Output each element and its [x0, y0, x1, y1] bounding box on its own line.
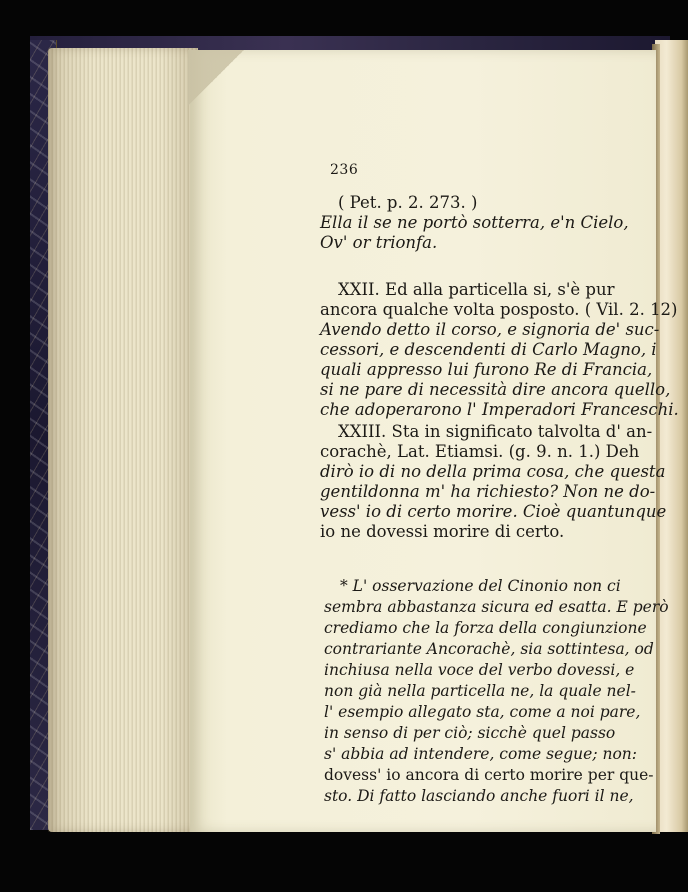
quote-line: Ov' or trionfa. [320, 233, 438, 252]
note-line: crediamo che la forza della congiunzione [324, 619, 647, 637]
note-line: s' abbia ad intendere, come segue; non: [324, 745, 637, 763]
section-xxii-line: XXII. Ed alla particella si, s'è pur [338, 280, 615, 299]
section-xxii-line: si ne pare di necessità dire ancora quello, [320, 380, 671, 399]
section-xxii-line: quali appresso lui furono Re di Francia, [320, 360, 653, 379]
book-page [190, 50, 679, 832]
section-xxiii-line: vess' io di certo morire. Cioè quantunque [320, 502, 667, 521]
note-line: non già nella particella ne, la quale nel- [324, 682, 636, 700]
note-line: dovess' io ancora di certo morire per que- [324, 766, 654, 784]
note-line: sembra abbastanza sicura ed esatta. E però [324, 598, 669, 616]
section-xxiii-line: corachè, Lat. Etiamsi. (g. 9. n. 1.) Deh [320, 442, 640, 461]
page-stack-shade [48, 48, 198, 832]
section-xxii-line: Avendo detto il corso, e signoria de' suc- [320, 320, 660, 339]
citation: ( Pet. p. 2. 273. ) [338, 193, 478, 212]
note-line: contrariante Ancorachè, sia sottintesa, od [324, 640, 654, 658]
section-xxiii-line: gentildonna m' ha richiesto? Non ne do- [320, 482, 656, 501]
page-number: 236 [330, 162, 359, 178]
note-line: sto. Di fatto lasciando anche fuori il ne, [324, 787, 634, 805]
section-xxii-line: cessori, e descendenti di Carlo Magno, i [320, 340, 657, 359]
note-line: inchiusa nella voce del verbo dovessi, e [324, 661, 635, 679]
section-xxii-line: che adoperarono l' Imperadori Franceschi. [320, 400, 679, 419]
section-xxii-line: ancora qualche volta posposto. ( Vil. 2. 12) [320, 300, 678, 319]
note-line: * L' osservazione del Cinonio non ci [340, 577, 621, 595]
note-line: in senso di per ciò; sicchè quel passo [324, 724, 616, 742]
page-corner-fold [188, 50, 244, 106]
quote-line: Ella il se ne portò sotterra, e'n Cielo, [320, 213, 629, 232]
section-xxiii-line: io ne dovessi morire di certo. [320, 522, 565, 541]
section-xxiii-line: dirò io di no della prima cosa, che questa [320, 462, 666, 481]
note-line: l' esempio allegato sta, come a noi pare, [324, 703, 641, 721]
section-xxiii-line: XXIII. Sta in significato talvolta d' an- [338, 422, 653, 441]
